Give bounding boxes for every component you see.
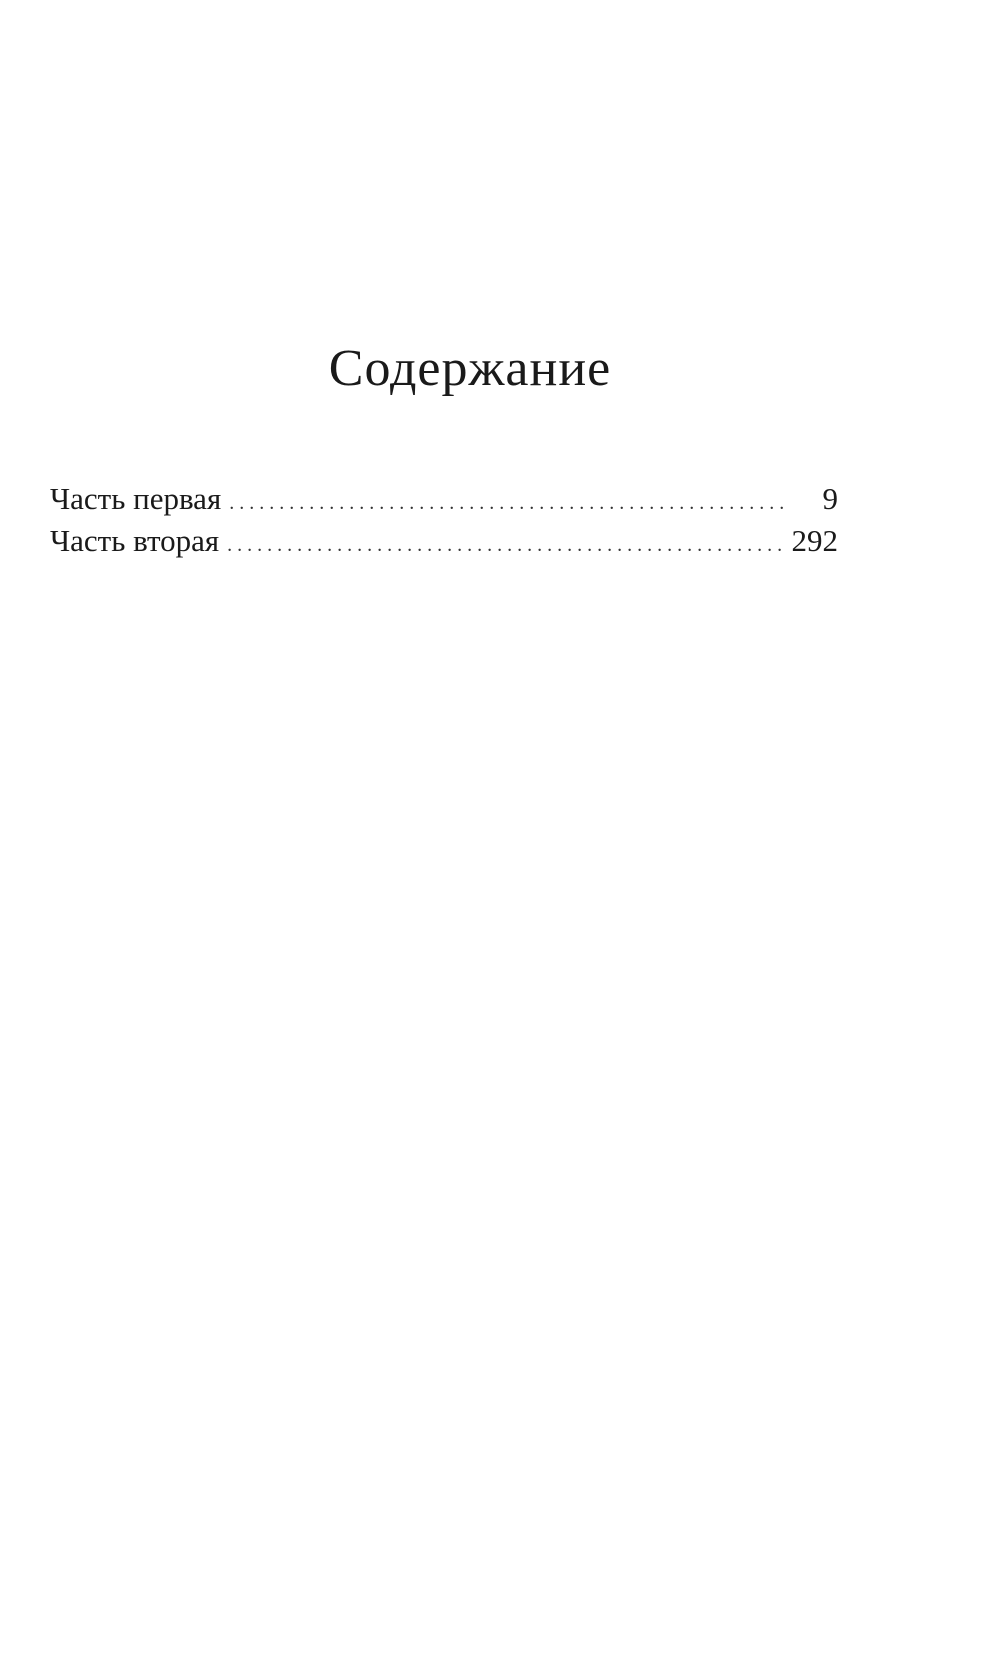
dot-leader <box>227 526 784 564</box>
toc-entry-label: Часть первая <box>50 481 222 516</box>
toc-title: Содержание <box>328 340 612 397</box>
table-of-contents <box>50 480 838 564</box>
toc-entry <box>50 522 838 564</box>
toc-entry-page: 292 <box>791 523 838 558</box>
toc-entry-label: Часть вторая <box>50 523 220 558</box>
toc-entry <box>50 480 838 522</box>
toc-entry-page: 9 <box>822 481 838 516</box>
dot-leader <box>229 484 784 522</box>
